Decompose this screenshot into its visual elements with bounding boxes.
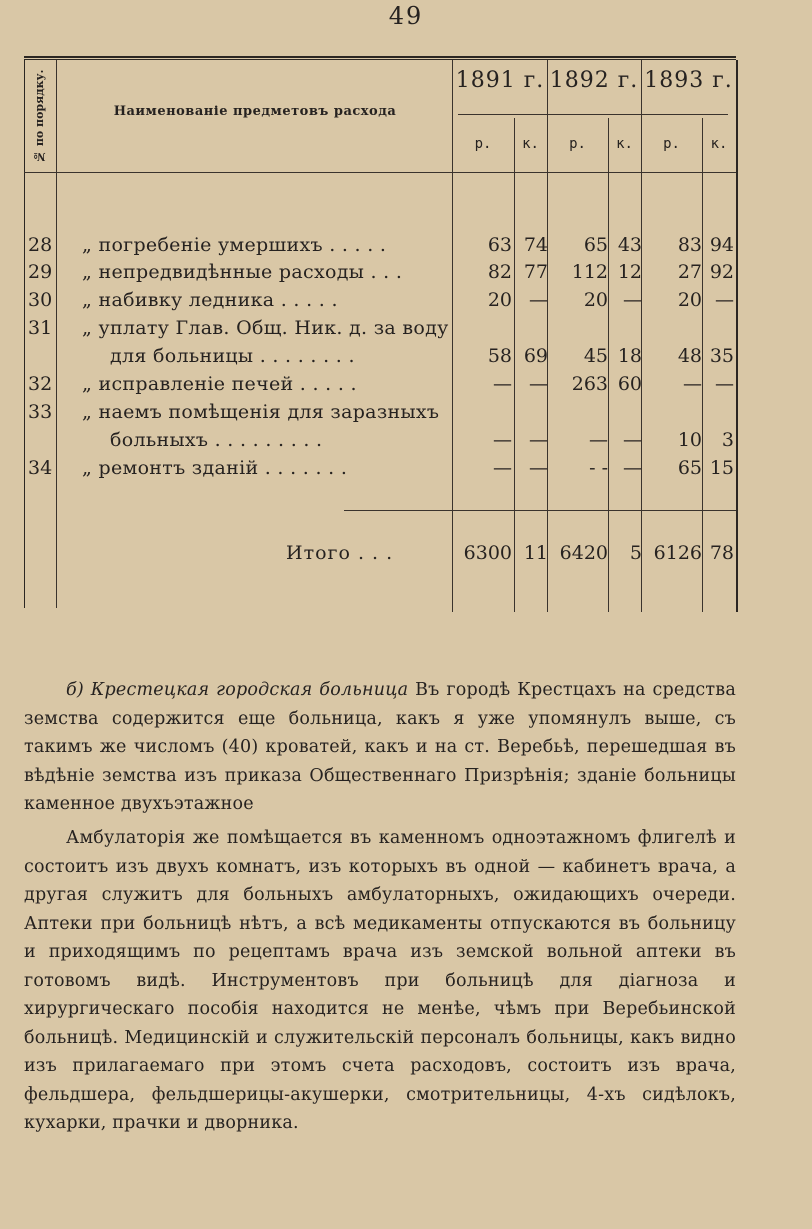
row-name: „ наемъ помѣщенія для заразныхъ	[82, 401, 440, 423]
amount-1891-kop: 77	[523, 261, 548, 283]
sub-header-rub: р.	[569, 136, 586, 152]
row-number: 32	[28, 373, 53, 395]
row-number: 31	[28, 317, 53, 339]
amount-1892-kop: 60	[617, 373, 642, 395]
body-paragraph	[24, 824, 736, 1138]
row-name: „ погребеніе умершихъ . . . . .	[82, 234, 387, 256]
amount-1891-rub: —	[493, 373, 512, 395]
row-name: „ набивку ледника . . . . .	[82, 289, 338, 311]
total-1892-rub: 6420	[559, 542, 608, 564]
header-number-column: № по порядку.	[33, 69, 46, 163]
year-underline	[458, 114, 728, 115]
paragraph-text: Въ городѣ Крестцахъ на средства земства содержится еще больница, какъ я уже упомянулъ выше, съ такимъ же числомъ (40) кроватей, какъ и на ст. Веребьѣ, перешедшая въ вѣдѣніе земства изъ приказа Общественнаго Призрѣнія; зданіе больницы каменное двухъэтажное	[24, 680, 736, 814]
header-bottom-rule	[24, 172, 736, 173]
amount-1892-rub: 112	[571, 261, 608, 283]
amount-1891-kop: —	[529, 457, 548, 479]
amount-1891-kop: —	[529, 429, 548, 451]
amount-1891-rub: 82	[487, 261, 512, 283]
amount-1892-rub: 65	[583, 234, 608, 256]
amount-1893-rub: 10	[677, 429, 702, 451]
row-number: 30	[28, 289, 53, 311]
amount-1892-rub: - -	[589, 457, 608, 479]
row-name: „ ремонтъ зданій . . . . . . .	[82, 457, 348, 479]
sub-header-rub: р.	[474, 136, 492, 152]
table-row	[0, 371, 812, 397]
amount-1891-kop: —	[529, 373, 548, 395]
amount-1891-kop: 74	[523, 234, 548, 256]
table-row	[0, 315, 812, 341]
amount-1893-kop: 3	[721, 429, 734, 451]
table-row	[0, 259, 812, 285]
amount-1892-kop: 43	[617, 234, 642, 256]
total-1892-kop: 5	[629, 542, 642, 564]
row-name: „ исправленіе печей . . . . .	[82, 373, 357, 395]
row-number: 34	[28, 457, 53, 479]
total-1893-kop: 78	[709, 542, 734, 564]
sub-header-kop: к.	[616, 136, 633, 152]
amount-1892-kop: —	[623, 429, 642, 451]
table-top-rule-thin	[24, 59, 736, 60]
table-row	[0, 399, 812, 425]
row-number: 29	[28, 261, 53, 283]
amount-1891-kop: 69	[523, 345, 548, 367]
paragraph-text: Амбулаторія же помѣщается въ каменномъ одноэтажномъ флигелѣ и состоитъ изъ двухъ комнатъ, изъ которыхъ въ одной — кабинетъ врача, а другая служитъ для больныхъ амбулаторныхъ, ожидающихъ очереди. Аптеки при больницѣ нѣтъ, а всѣ медикаменты отпускаются въ больницу и приходящимъ по рецептамъ врача изъ земской вольной аптеки въ готовомъ видѣ. Инструментовъ при больницѣ для діагноза и хирургическаго пособія находится не менѣе, чѣмъ при Веребьинской больницѣ. Медицинскій и служительскій персоналъ больницы, какъ видно изъ прилагаемаго при этомъ счета расходовъ, состоитъ изъ врача, фельдшера, фельдшерицы-акушерки, смотрительницы, 4-хъ сидѣлокъ, кухарки, прачки и дворника.	[24, 828, 736, 1133]
table-row	[0, 287, 812, 313]
amount-1893-kop: —	[715, 373, 734, 395]
row-name: „ уплату Глав. Общ. Ник. д. за воду	[82, 317, 449, 339]
amount-1893-rub: 48	[677, 345, 702, 367]
sub-header-rub: р.	[663, 136, 680, 152]
amount-1892-kop: 12	[617, 261, 642, 283]
total-label: Итого . . .	[286, 542, 394, 564]
amount-1893-rub: 27	[677, 261, 702, 283]
total-1891-rub: 6300	[463, 542, 512, 564]
amount-1893-kop: 92	[709, 261, 734, 283]
table-row	[0, 455, 812, 481]
amount-1891-rub: —	[493, 429, 512, 451]
row-name-continuation: больныхъ . . . . . . . . .	[110, 429, 323, 451]
amount-1893-rub: —	[683, 373, 702, 395]
amount-1893-rub: 20	[677, 289, 702, 311]
amount-1893-kop: 35	[709, 345, 734, 367]
amount-1893-rub: 83	[677, 234, 702, 256]
amount-1892-kop: —	[623, 457, 642, 479]
amount-1892-rub: 20	[583, 289, 608, 311]
year-1893: 1893 г.	[644, 68, 733, 93]
amount-1892-rub: 45	[583, 345, 608, 367]
amount-1893-rub: 65	[677, 457, 702, 479]
amount-1891-rub: —	[493, 457, 512, 479]
amount-1892-rub: —	[589, 429, 608, 451]
row-name-continuation: для больницы . . . . . . . .	[110, 345, 355, 367]
amount-1892-kop: —	[623, 289, 642, 311]
amount-1891-rub: 63	[487, 234, 512, 256]
amount-1891-rub: 58	[487, 345, 512, 367]
row-number: 28	[28, 234, 53, 256]
amount-1891-kop: —	[529, 289, 548, 311]
year-1891: 1891 г.	[455, 68, 545, 93]
amount-1892-kop: 18	[617, 345, 642, 367]
table-top-rule	[24, 56, 736, 58]
sub-header-kop: к.	[522, 136, 539, 152]
amount-1892-rub: 263	[571, 373, 608, 395]
page-number: 49	[388, 2, 424, 30]
total-1893-rub: 6126	[653, 542, 702, 564]
year-1892: 1892 г.	[549, 68, 639, 93]
amount-1893-kop: —	[715, 289, 734, 311]
total-separator-rule	[344, 510, 736, 511]
sub-header-kop: к.	[710, 136, 728, 152]
header-name-column: Наименованіе предметовъ расхода	[113, 104, 397, 119]
total-row	[0, 540, 812, 566]
body-paragraph	[24, 676, 736, 819]
amount-1893-kop: 94	[709, 234, 734, 256]
table-row-continuation	[0, 343, 812, 369]
section-heading: б) Крестецкая городская больница	[66, 680, 409, 700]
row-number: 33	[28, 401, 53, 423]
amount-1891-rub: 20	[487, 289, 512, 311]
row-name: „ непредвидѣнные расходы . . .	[82, 261, 403, 283]
total-1891-kop: 11	[523, 542, 548, 564]
table-row	[0, 232, 812, 258]
table-row-continuation	[0, 427, 812, 453]
amount-1893-kop: 15	[709, 457, 734, 479]
